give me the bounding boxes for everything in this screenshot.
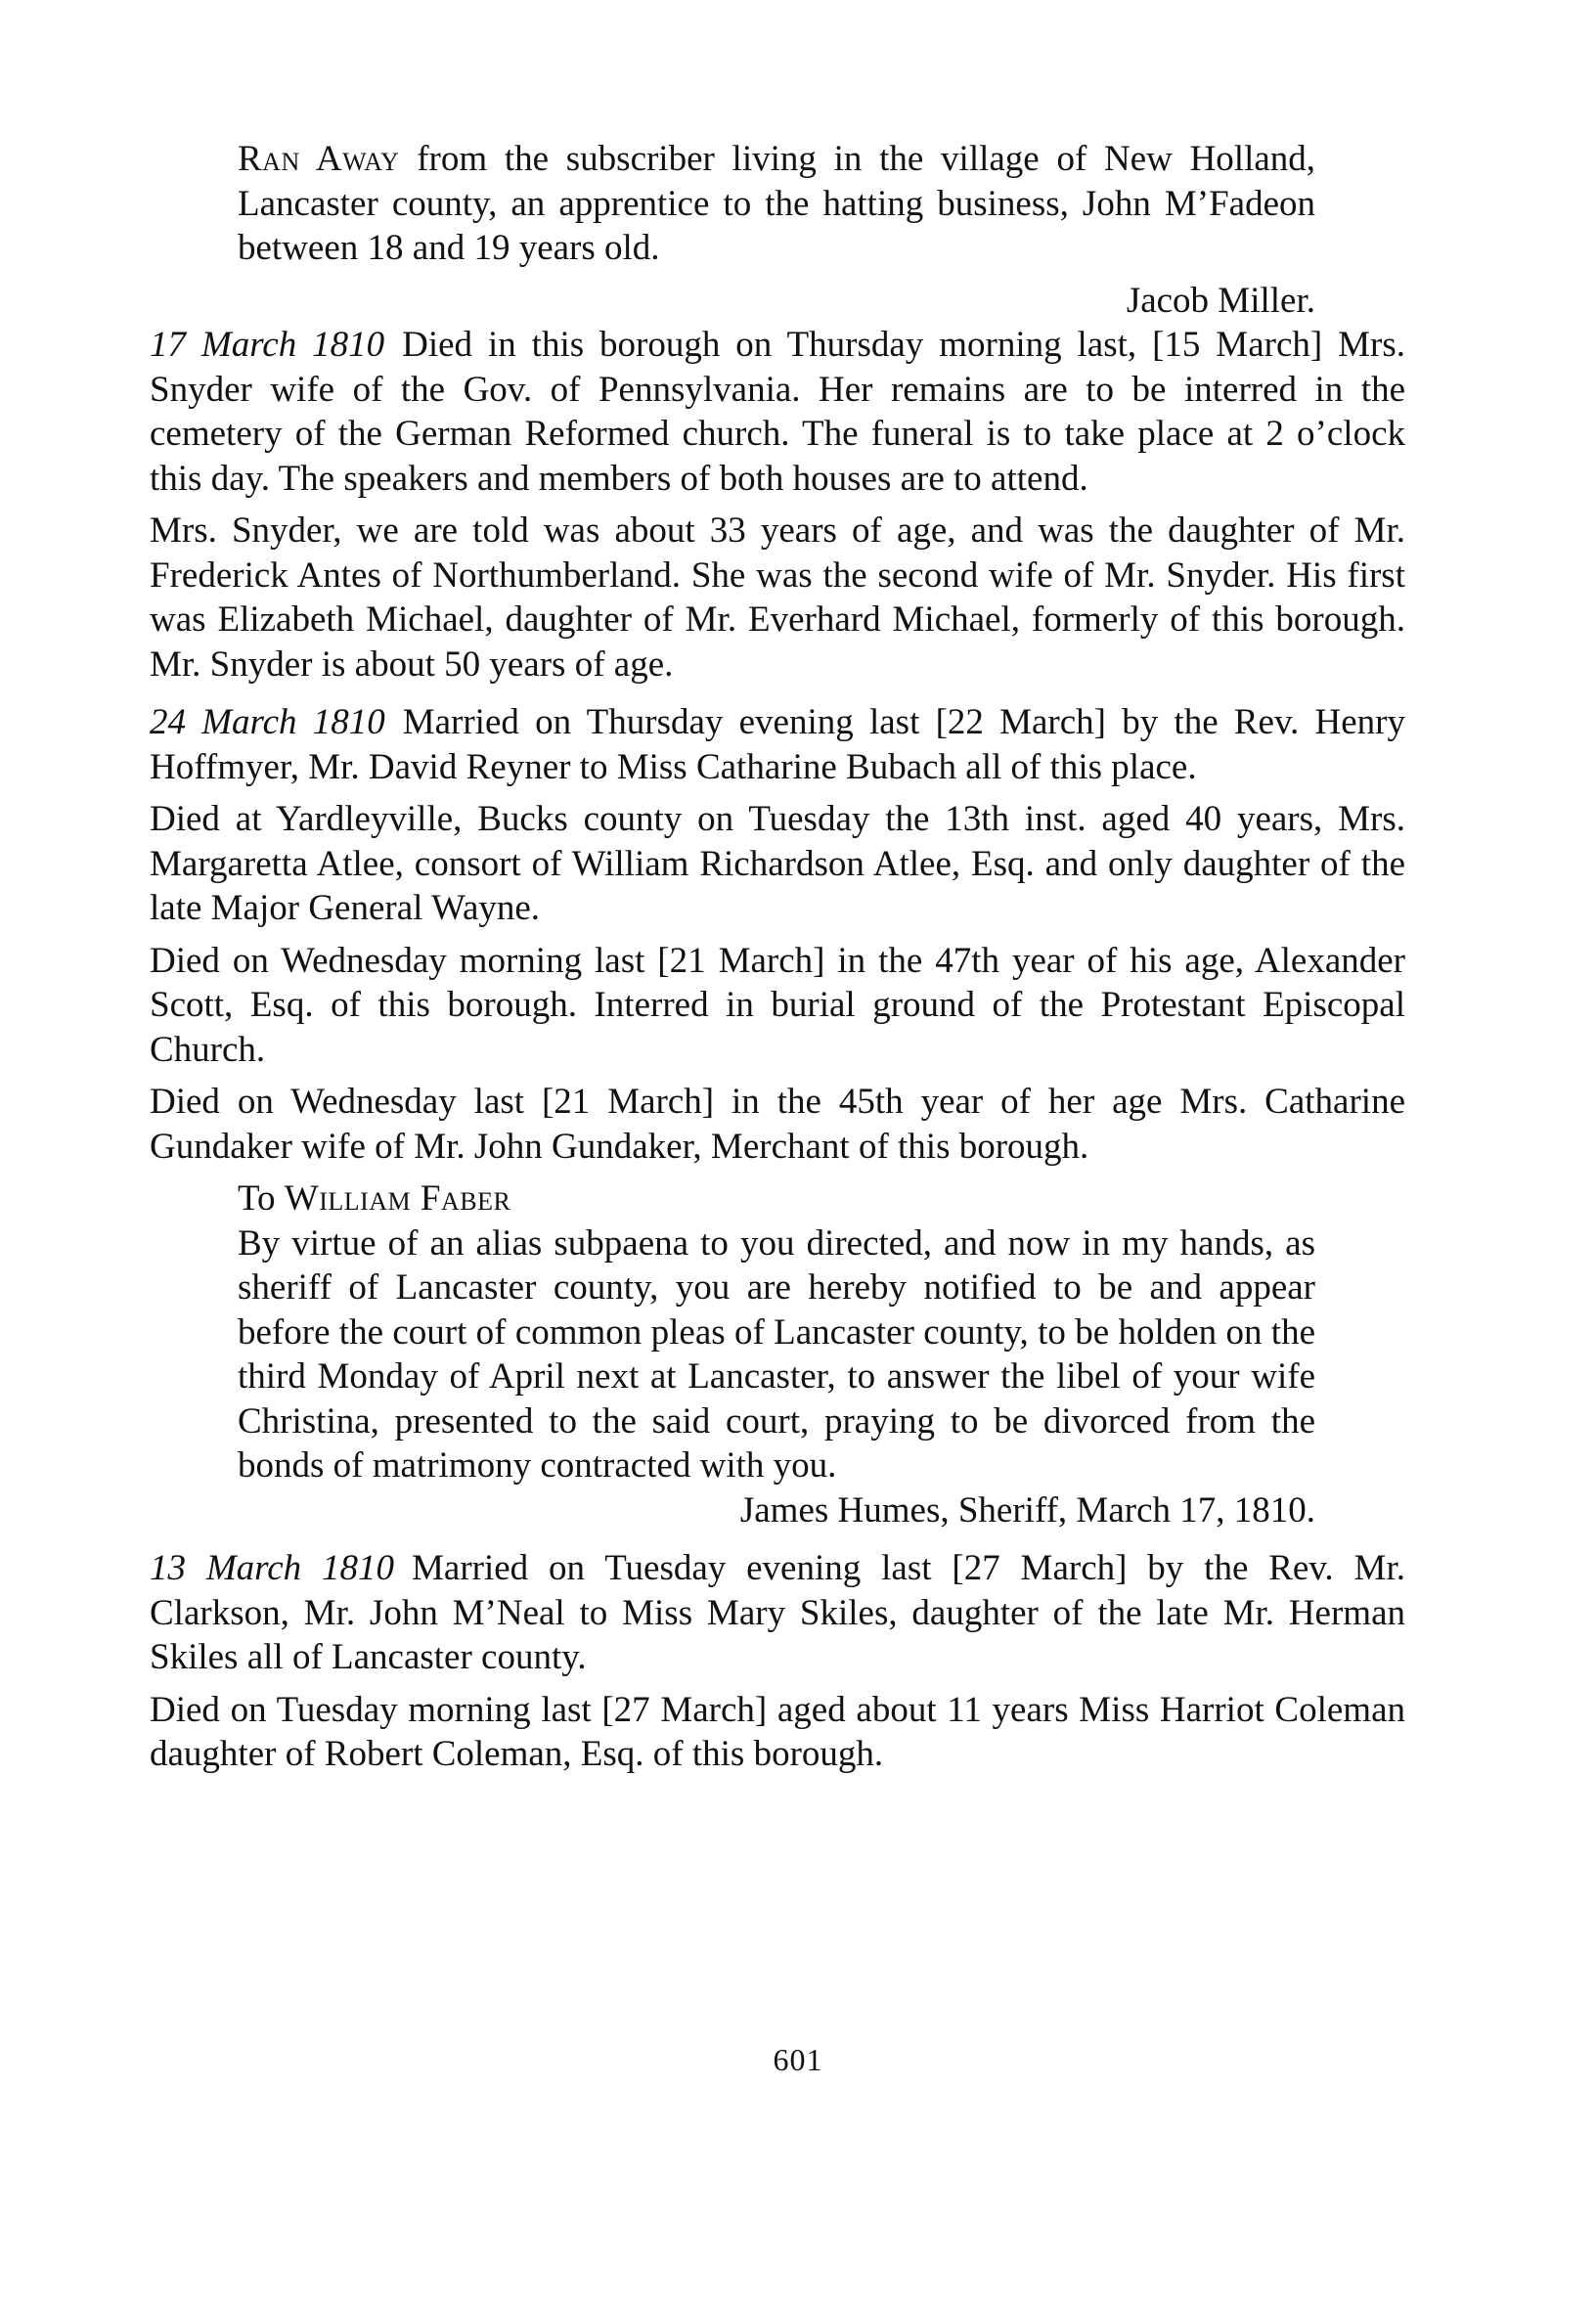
entry-13-march-1810: 13 March 1810 Married on Tuesday evening last [27 March] by the Rev. Mr. Clarkson, Mr. John M’Neal to Miss Mary Skiles, daughter of the late Mr. Herman Skiles all of Lancaster county.: [150, 1548, 1405, 1677]
notice-salutation: To William Faber: [238, 1178, 511, 1219]
notice-body: By virtue of an alias subpaena to you directed, and now in my hands, as sheriff of Lancaster county, you are hereby notified to be and appear before the court of common pleas of Lancaster county, to be holden on the third Monday of April next at Lancaster, to answer the libel of your wife Christina, presented to the said court, praying to be divorced from the bonds of matrimony contracted with you.: [238, 1222, 1315, 1486]
notice-addressee: William Faber: [284, 1178, 511, 1219]
obituary-gundaker: Died on Wednesday last [21 March] in the 45th year of her age Mrs. Catharine Gundaker wife of Mr. John Gundaker, Merchant of this borough.: [150, 1082, 1405, 1167]
page-body: [150, 137, 1405, 1785]
dateline: 13 March 1810: [150, 1548, 394, 1588]
notice-signature: James Humes, Sheriff, March 17, 1810.: [739, 1489, 1315, 1531]
runaway-lead: Ran Away: [238, 139, 400, 179]
snyder-followup: Mrs. Snyder, we are told was about 33 years of age, and was the daughter of Mr. Frederick Antes of Northumberland. She was the second wife of Mr. Snyder. His first was Elizabeth Michael, daughter of Mr. Everhard Michael, formerly of this borough. Mr. Snyder is about 50 years of age.: [150, 510, 1405, 685]
obituary-atlee: Died at Yardleyville, Bucks county on Tuesday the 13th inst. aged 40 years, Mrs. Margaretta Atlee, consort of William Richardson Atlee, Esq. and only daughter of the late Major General Wayne.: [150, 799, 1405, 928]
entry-24-march-1810: 24 March 1810 Married on Thursday evening last [22 March] by the Rev. Henry Hoffmyer, Mr. David Reyner to Miss Catharine Bubach all of this place.: [150, 702, 1405, 787]
page-number: 601: [773, 2042, 823, 2077]
runaway-text: Ran Away from the subscriber living in the village of New Holland, Lancaster county, an apprentice to the hatting business, John M’Fadeon between 18 and 19 years old.: [238, 139, 1316, 268]
runaway-signature: Jacob Miller.: [1126, 280, 1315, 321]
dateline: 17 March 1810: [150, 325, 385, 365]
obituary-scott: Died on Wednesday morning last [21 March] in the 47th year of his age, Alexander Scott, Esq. of this borough. Interred in burial ground of the Protestant Episcopal Church.: [150, 940, 1405, 1070]
dateline: 24 March 1810: [150, 702, 385, 742]
runaway-notice: [238, 137, 1315, 323]
sheriff-notice: [238, 1176, 1315, 1532]
obituary-coleman: Died on Tuesday morning last [27 March] aged about 11 years Miss Harriot Coleman daughter of Robert Coleman, Esq. of this borough.: [150, 1689, 1405, 1774]
entry-17-march-1810: 17 March 1810 Died in this borough on Thursday morning last, [15 March] Mrs. Snyder wife of the Gov. of Pennsylvania. Her remains are to be interred in the cemetery of the German Reformed church. The funeral is to take place at 2 o’clock this day. The speakers and members of both houses are to attend.: [150, 325, 1405, 499]
